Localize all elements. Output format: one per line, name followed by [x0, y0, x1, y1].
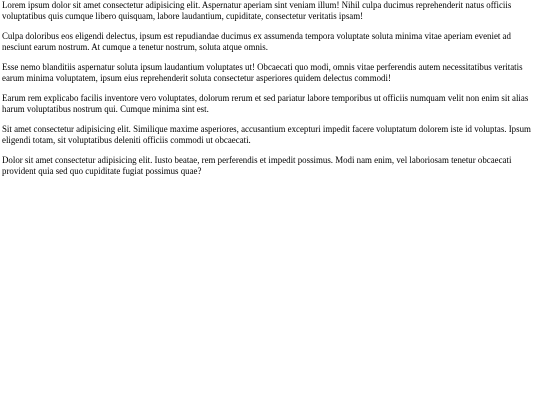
document-body	[0, 0, 540, 177]
paragraph-6: Dolor sit amet consectetur adipisicing elit. Iusto beatae, rem perferendis et impedit possimus. Modi nam enim, vel laboriosam tenetur obcaecati provident quia sed quo cupiditate fugiat possimus quae?	[2, 155, 512, 176]
paragraph-4: Earum rem explicabo facilis inventore vero voluptates, dolorum rerum et sed pariatur labore temporibus ut officiis numquam velit non enim sit alias harum voluptatibus nostrum qui. Cumque minima sint est.	[2, 93, 529, 114]
paragraph-3: Esse nemo blanditiis aspernatur soluta ipsum laudantium voluptates ut! Obcaecati quo modi, omnis vitae perferendis autem necessitatibus veritatis earum minima voluptatem, ipsum eius reprehenderit soluta consectetur asperiores quidem delectus commodi!	[2, 62, 523, 83]
paragraph-1: Lorem ipsum dolor sit amet consectetur adipisicing elit. Aspernatur aperiam sint veniam illum! Nihil culpa ducimus reprehenderit natus officiis voluptatibus quis cumque libero quisquam, labore laudantium, cupiditate, consectetur veritatis ipsam!	[2, 0, 512, 21]
paragraph-2: Culpa doloribus eos eligendi delectus, ipsum est repudiandae ducimus ex assumenda tempora voluptate soluta minima vitae aperiam eveniet ad nesciunt earum nostrum. At cumque a tenetur nostrum, soluta atque omnis.	[2, 31, 511, 52]
paragraph-5: Sit amet consectetur adipisicing elit. Similique maxime asperiores, accusantium excepturi impedit facere voluptatum dolorem iste id voluptas. Ipsum eligendi totam, sit voluptatibus deleniti officiis commodi ut obcaecati.	[2, 124, 531, 145]
